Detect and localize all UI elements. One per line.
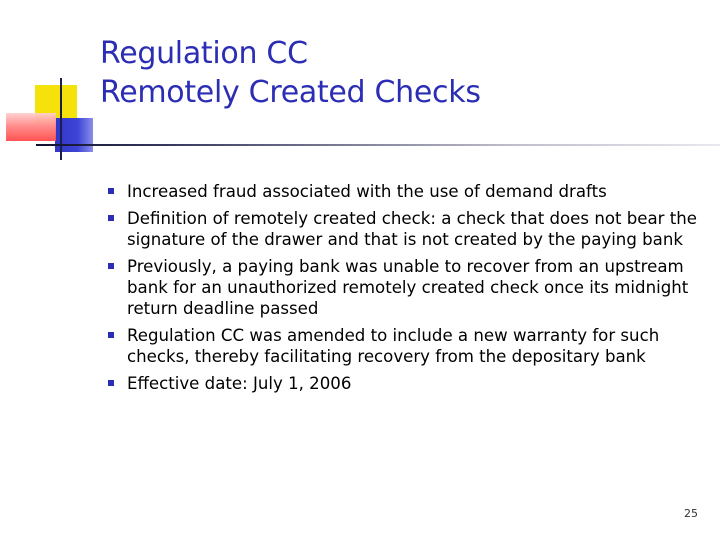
bullet-text: Regulation CC was amended to include a new warranty for such checks, thereby facilitating recovery from the depositary bank [127,326,660,366]
vertical-divider-line [60,78,62,160]
bullet-item [108,325,708,367]
bullet-item [108,208,708,250]
square-bullet-icon [108,215,114,221]
square-bullet-icon [108,263,114,269]
bullet-text: Previously, a paying bank was unable to recover from an upstream bank for an unauthorized remotely created check once its midnight return deadline passed [127,257,689,318]
square-bullet-icon [108,380,114,386]
bullet-item [108,373,708,394]
slide-title-line-2: Remotely Created Checks [100,75,481,110]
square-bullet-icon [108,188,114,194]
page-number: 25 [684,507,698,520]
slide-title-line-1: Regulation CC [100,36,308,71]
bullet-list [108,181,708,400]
title-underline-divider [36,144,720,146]
bullet-item [108,256,708,319]
square-bullet-icon [108,332,114,338]
bullet-text: Effective date: July 1, 2006 [127,374,352,393]
bullet-item [108,181,708,202]
bullet-text: Increased fraud associated with the use of demand drafts [127,182,607,201]
bullet-text: Definition of remotely created check: a check that does not bear the signature of the drawer and that is not created by the paying bank [127,209,698,249]
red-square-shape [6,113,56,141]
slide-title [100,34,481,112]
